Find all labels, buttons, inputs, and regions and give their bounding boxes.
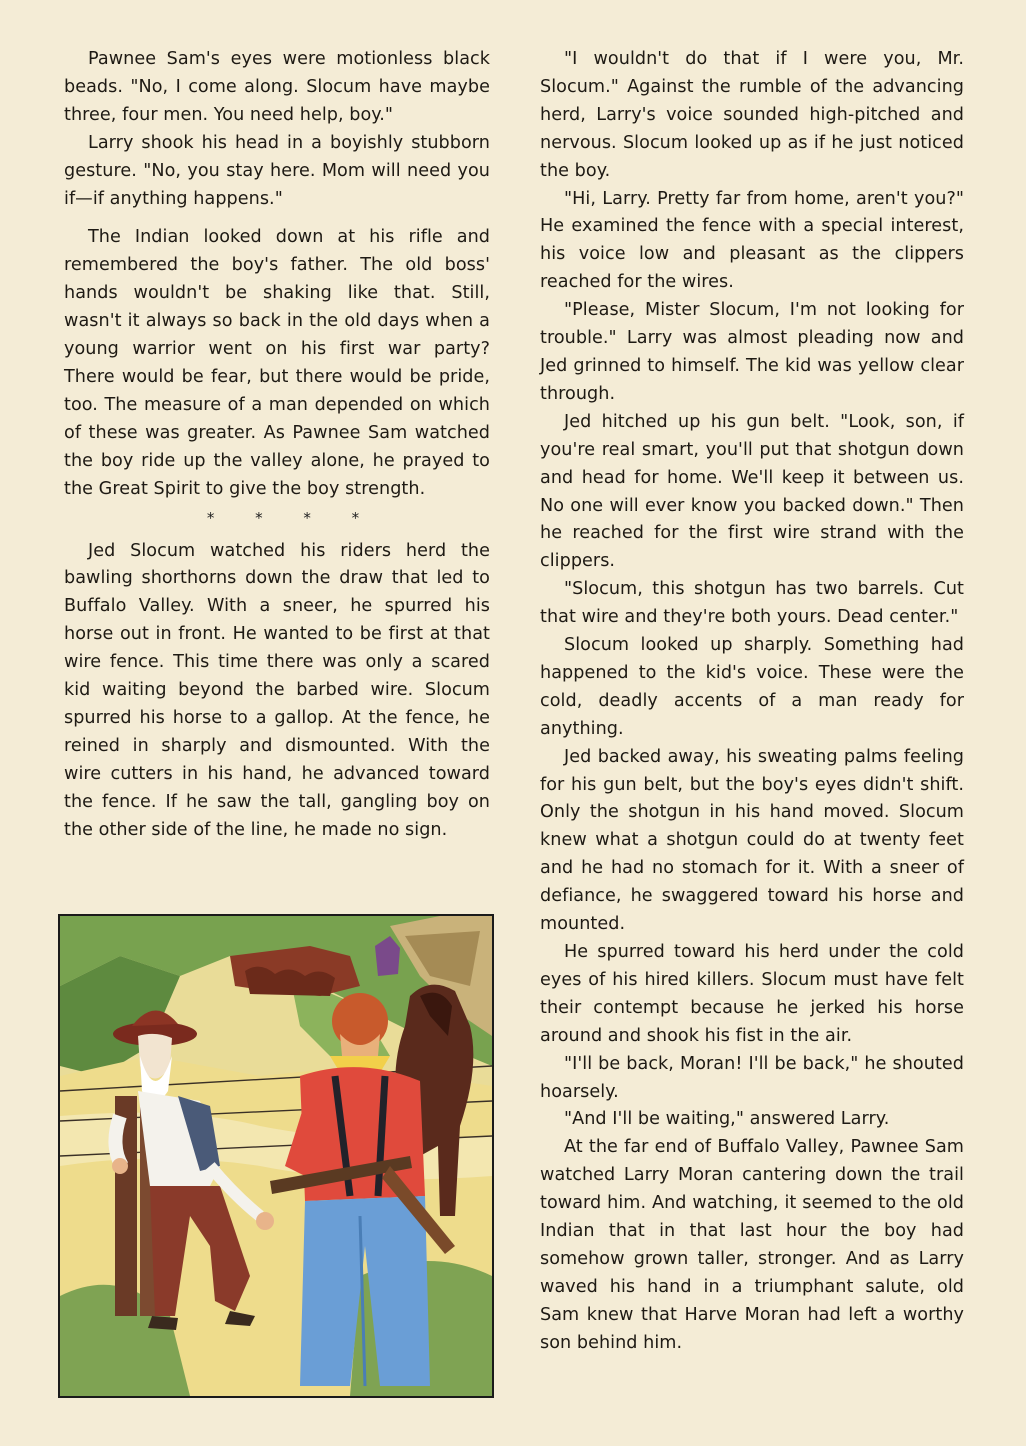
right-text-column [540, 46, 964, 1358]
paragraph: Jed backed away, his sweating palms feeling for his gun belt, but the boy's eyes didn't shift. Only the shotgun in his hand moved. Slocum knew what a shotgun could do at twenty feet and he had no stomach for it. With a sneer of defiance, he swaggered toward his horse and mounted. [540, 746, 964, 935]
paragraph: At the far end of Buffalo Valley, Pawnee Sam watched Larry Moran cantering down the trail toward him. And watching, it seemed to the old Indian that in that last hour the boy had somehow grown taller, stronger. And as Larry waved his hand in a triumphant salute, old Sam knew that Harve Moran had left a worthy son behind him. [540, 1137, 964, 1353]
comic-illustration [58, 914, 494, 1398]
paragraph: The Indian looked down at his rifle and remembered the boy's father. The old boss' hands wouldn't be shaking like that. Still, wasn't it always so back in the old days when a young warrior went on his first war party? There would be fear, but there would be pride, too. The measure of a man depended on which of these was greater. As Pawnee Sam watched the boy ride up the valley alone, he prayed to the Great Spirit to give the boy strength. [64, 227, 490, 499]
paragraph: Jed hitched up his gun belt. "Look, son, if you're real smart, you'll put that shotgun down and head for home. We'll keep it between us. No one will ever know you backed down." Then he reached for the first wire strand with the clippers. [540, 411, 964, 572]
section-separator: * * * * [206, 508, 378, 527]
paragraph: "Hi, Larry. Pretty far from home, aren't you?" He examined the fence with a special interest, his voice low and pleasant as the clippers reached for the wires. [540, 188, 964, 293]
paragraph: He spurred toward his herd under the cold eyes of his hired killers. Slocum must have felt their contempt because he jerked his horse around and shook his fist in the air. [540, 942, 964, 1046]
paragraph: "I wouldn't do that if I were you, Mr. Slocum." Against the rumble of the advancing herd, Larry's voice sounded high-pitched and nervous. Slocum looked up as if he just noticed the boy. [540, 49, 964, 181]
paragraph: Larry shook his head in a boyishly stubborn gesture. "No, you stay here. Mom will need you if—if anything happens." [64, 132, 490, 209]
paragraph: Pawnee Sam's eyes were motionless black beads. "No, I come along. Slocum have maybe three, four men. You need help, boy." [64, 49, 490, 125]
fence-confrontation-drawing [60, 916, 492, 1396]
paragraph: Slocum looked up sharply. Something had happened to the kid's voice. These were the cold, deadly accents of a man ready for anything. [540, 635, 964, 739]
paragraph: "Slocum, this shotgun has two barrels. Cut that wire and they're both yours. Dead center." [540, 579, 964, 628]
paragraph: "Please, Mister Slocum, I'm not looking for trouble." Larry was almost pleading now and Jed grinned to himself. The kid was yellow clear through. [540, 300, 964, 404]
left-text-column [64, 46, 490, 844]
paragraph: Jed Slocum watched his riders herd the bawling shorthorns down the draw that led to Buffalo Valley. With a sneer, he spurred his horse out in front. He wanted to be first at that wire fence. This time there was only a scared kid waiting beyond the barbed wire. Slocum spurred his horse to a gallop. At the fence, he reined in sharply and dismounted. With the wire cutters in his hand, he advanced toward the fence. If he saw the tall, gangling boy on the other side of the line, he made no sign. [64, 540, 490, 840]
paragraph: "And I'll be waiting," answered Larry. [564, 1109, 890, 1130]
paragraph: "I'll be back, Moran! I'll be back," he shouted hoarsely. [540, 1053, 964, 1102]
